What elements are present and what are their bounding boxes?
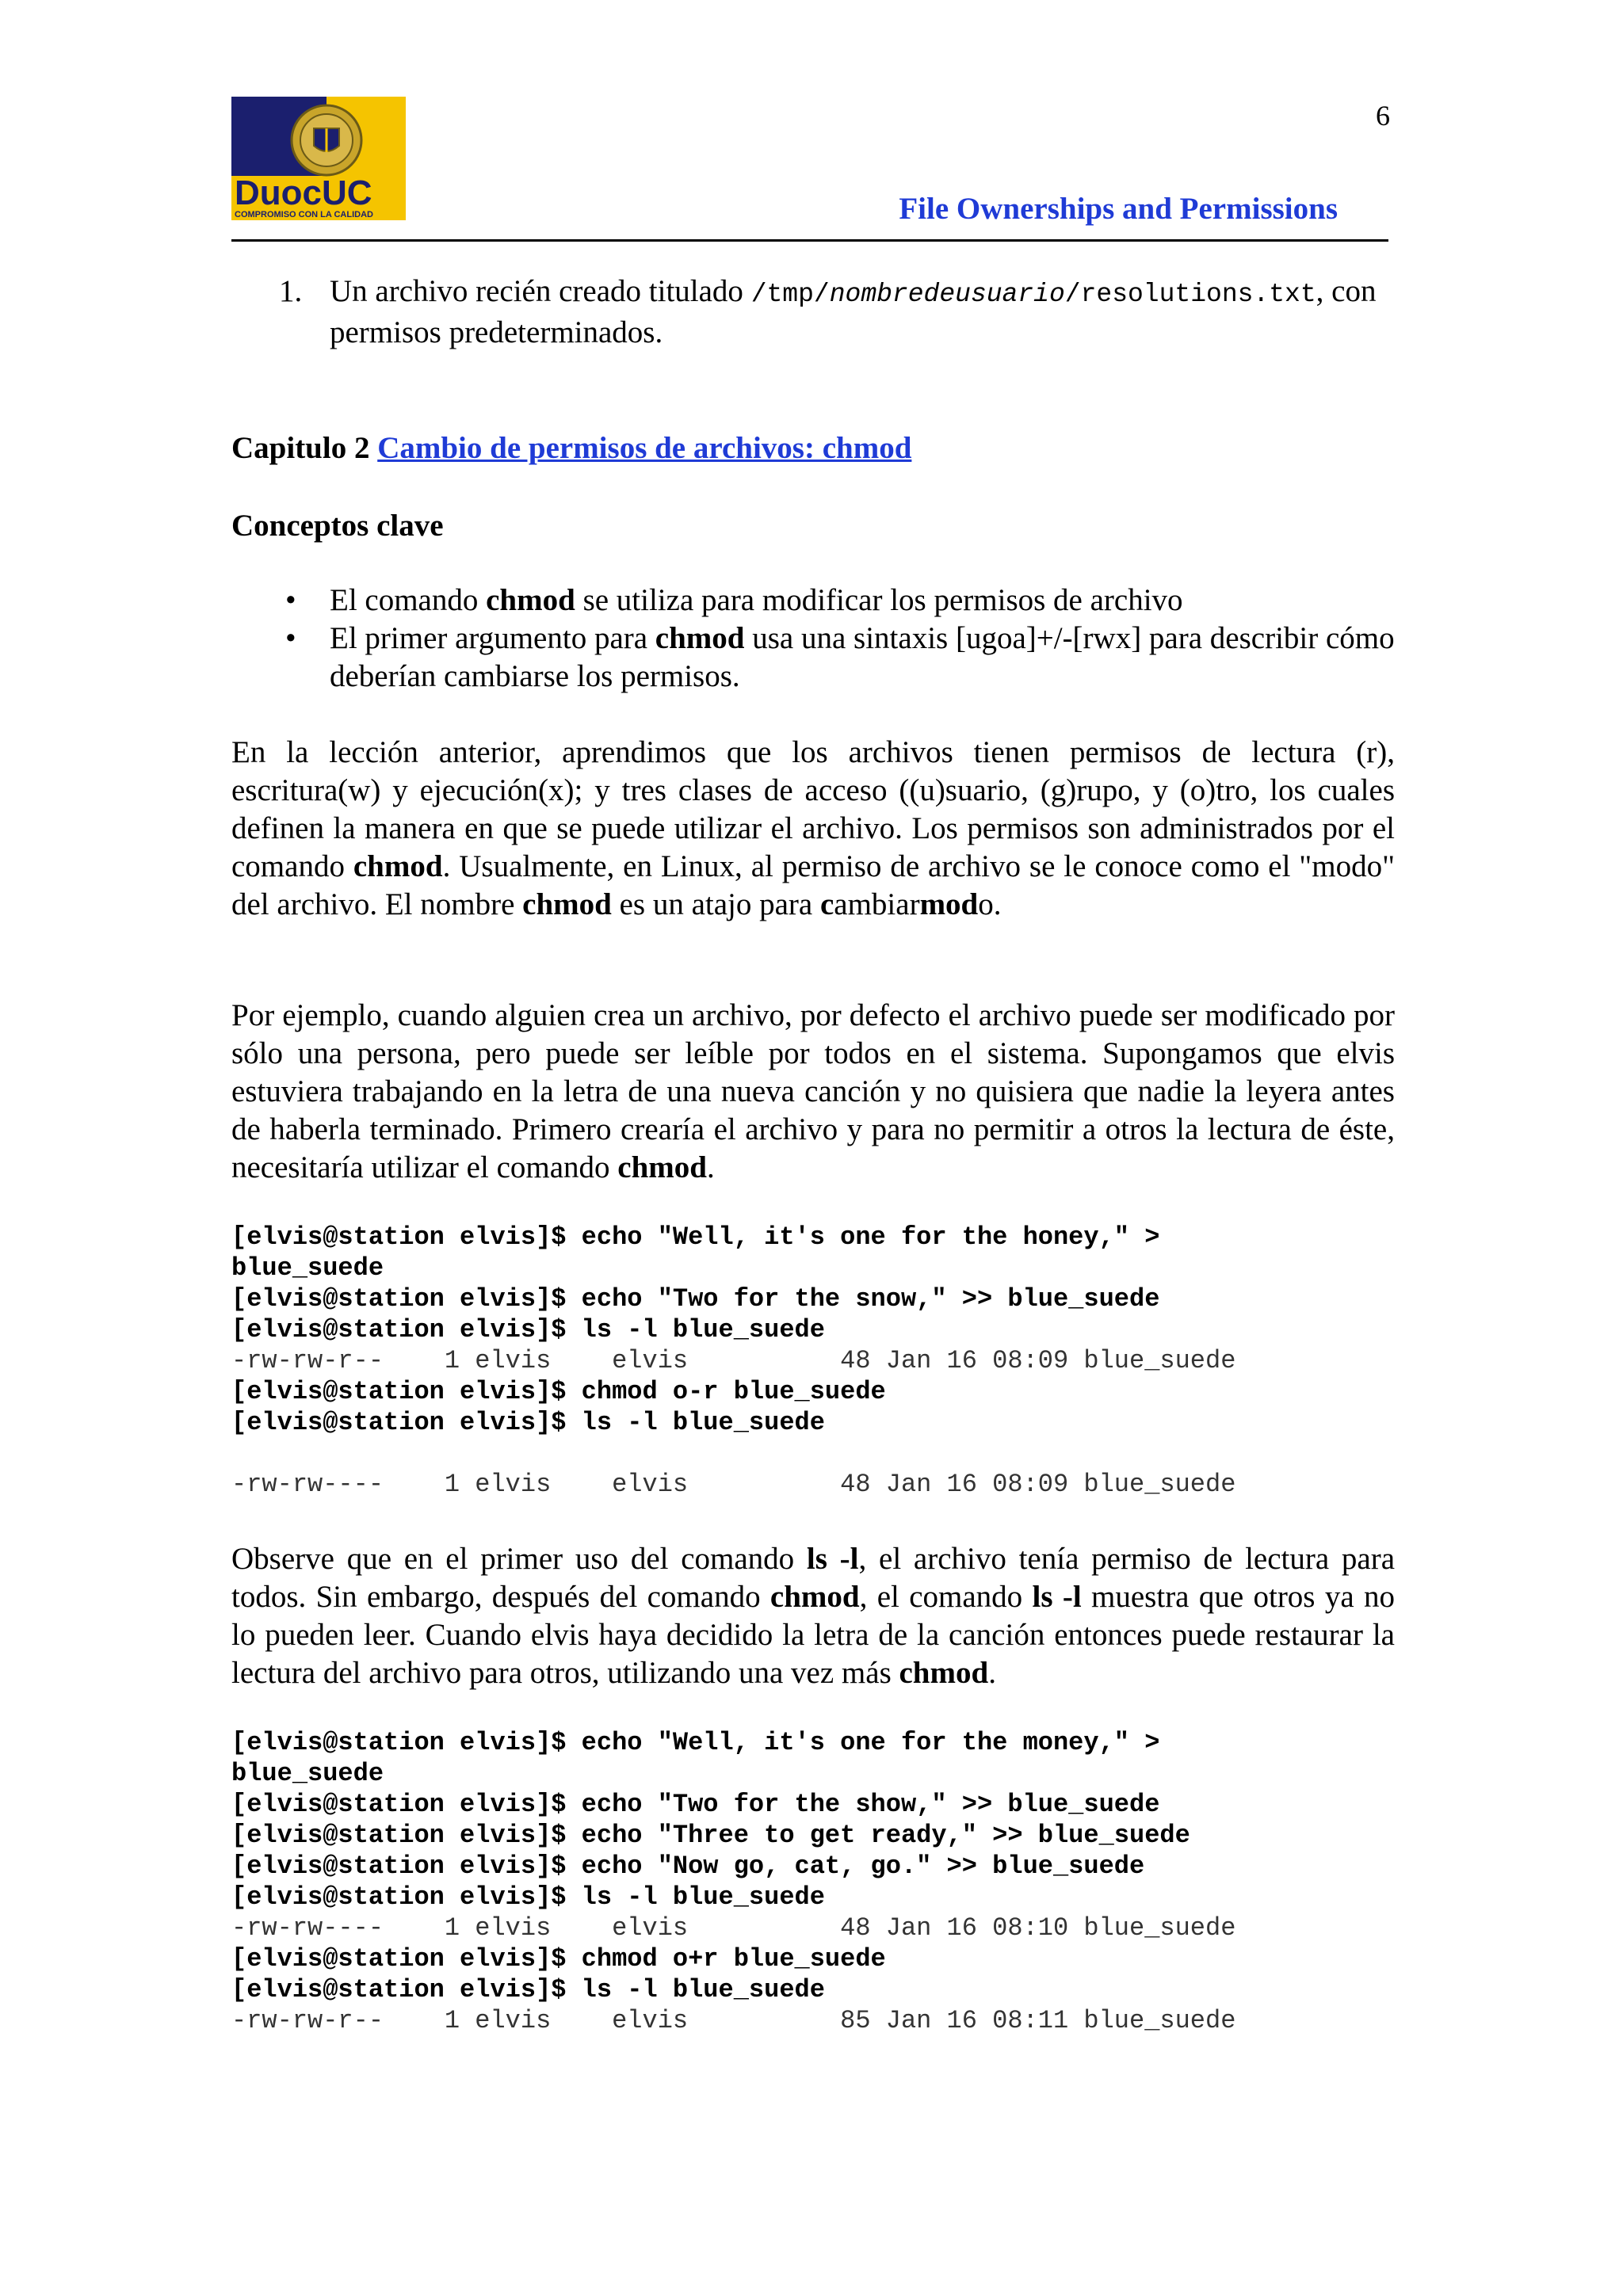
text: es un atajo para bbox=[611, 887, 820, 921]
code-output: -rw-rw-r-- 1 elvis elvis 85 Jan 16 08:11 blue_suede bbox=[231, 2006, 1236, 2035]
list-item bbox=[279, 620, 1396, 696]
paragraph bbox=[231, 734, 1395, 924]
bullet-icon: • bbox=[285, 583, 296, 617]
code-output: -rw-rw---- 1 elvis elvis 48 Jan 16 08:09 blue_suede bbox=[231, 1470, 1236, 1499]
item-text-part: , con permisos predeterminados. bbox=[330, 274, 1377, 349]
text: En la lección anterior, aprendimos que los archivos tienen permisos de lectura (r), escritura(w) y ejecución(x); y tres clases de acceso ((u)suario, (g)rupo, y (o)tro, los cuales definen la manera en que se puede utilizar el archivo. Los permisos son administrados por el comando bbox=[231, 735, 1395, 883]
code-line: [elvis@station elvis]$ echo "Two for the show," >> blue_suede bbox=[231, 1790, 1160, 1819]
code-line: [elvis@station elvis]$ echo "Three to get ready," >> blue_suede bbox=[231, 1821, 1190, 1850]
chapter-link[interactable]: Cambio de permisos de archivos: chmod bbox=[377, 431, 912, 465]
header-title: File Ownerships and Permissions bbox=[899, 192, 1338, 226]
text: o. bbox=[978, 887, 1002, 921]
code-line: [elvis@station elvis]$ ls -l blue_suede bbox=[231, 1975, 825, 2004]
list-item bbox=[279, 582, 1396, 620]
text: , el comando bbox=[859, 1580, 1033, 1614]
code-line: [elvis@station elvis]$ chmod o+r blue_suede bbox=[231, 1944, 886, 1974]
path-user: nombredeusuario bbox=[829, 280, 1065, 309]
text: Por ejemplo, cuando alguien crea un archivo, por defecto el archivo puede ser modificado por sólo una persona, pero puede ser leíble por todos en el sistema. Supongamos que elvis estuviera trabajando en la letra de una nueva canción y no quisiera que nadie la leyera antes de haberla terminado. Primero crearía el archivo y para no permitir a otros la lectura de éste, necesitaría utilizar el comando bbox=[231, 998, 1395, 1184]
paragraph bbox=[231, 997, 1395, 1187]
text: . bbox=[988, 1656, 996, 1690]
command-name: chmod bbox=[769, 1580, 860, 1614]
chapter-heading bbox=[231, 429, 1388, 467]
command-name: chmod bbox=[899, 1656, 989, 1690]
code-block bbox=[231, 1727, 1404, 2036]
text: . bbox=[706, 1150, 715, 1184]
code-output: -rw-rw-r-- 1 elvis elvis 48 Jan 16 08:09 blue_suede bbox=[231, 1346, 1236, 1375]
bullet-icon: • bbox=[285, 621, 296, 655]
item-text-part: Un archivo recién creado titulado bbox=[330, 274, 751, 308]
code-line: [elvis@station elvis]$ echo "Well, it's one for the honey," > bbox=[231, 1222, 1160, 1252]
code-line: [elvis@station elvis]$ ls -l blue_suede bbox=[231, 1408, 825, 1437]
text-bold: c bbox=[819, 887, 834, 921]
svg-text:COMPROMISO CON LA CALIDAD: COMPROMISO CON LA CALIDAD bbox=[235, 210, 373, 219]
command-name: chmod bbox=[522, 887, 612, 921]
text: El comando bbox=[330, 583, 487, 617]
text: usa una sintaxis [ugoa]+/-[rwx] para describir cómo deberían cambiarse los permisos. bbox=[330, 621, 1395, 693]
code-block bbox=[231, 1222, 1404, 1500]
page-number: 6 bbox=[1376, 100, 1390, 132]
command-name: chmod bbox=[353, 849, 443, 883]
code-line: [elvis@station elvis]$ ls -l blue_suede bbox=[231, 1315, 825, 1344]
section-title: Conceptos clave bbox=[231, 509, 444, 543]
chapter-prefix: Capitulo 2 bbox=[231, 431, 378, 465]
duocuc-logo bbox=[231, 97, 406, 220]
command-name: ls -l bbox=[1032, 1580, 1082, 1614]
item-number: 1. bbox=[279, 274, 303, 308]
text: muestra que otros ya no lo pueden leer. Cuando elvis haya decidido la letra de la canción entonces puede restaurar la lectura del archivo para otros, utilizando una vez más bbox=[231, 1580, 1395, 1690]
command-name: chmod bbox=[617, 1150, 707, 1184]
code-line: [elvis@station elvis]$ echo "Well, it's one for the money," > bbox=[231, 1728, 1160, 1757]
code-line: blue_suede bbox=[231, 1253, 384, 1283]
text: , el archivo tenía permiso de lectura para todos. Sin embargo, después del comando bbox=[231, 1542, 1396, 1614]
code-line: [elvis@station elvis]$ ls -l blue_suede bbox=[231, 1882, 825, 1912]
code-blank bbox=[231, 1438, 1404, 1469]
code-line: [elvis@station elvis]$ chmod o-r blue_suede bbox=[231, 1377, 886, 1406]
paragraph bbox=[231, 1540, 1395, 1692]
text-bold: mod bbox=[919, 887, 979, 921]
item-text bbox=[330, 273, 1395, 352]
code-line: [elvis@station elvis]$ echo "Two for the snow," >> blue_suede bbox=[231, 1284, 1160, 1314]
text: . Usualmente, en Linux, al permiso de archivo se le conoce como el "modo" del archivo. El nombre bbox=[231, 849, 1395, 921]
text: ambiar bbox=[834, 887, 920, 921]
path-prefix: /tmp/ bbox=[750, 280, 830, 309]
file-path bbox=[751, 280, 1316, 309]
svg-text:DuocUC: DuocUC bbox=[235, 174, 372, 212]
text: Observe que en el primer uso del comando bbox=[231, 1542, 807, 1576]
text: El primer argumento para bbox=[330, 621, 655, 655]
key-concepts-list bbox=[279, 582, 1396, 696]
code-line: [elvis@station elvis]$ echo "Now go, cat, go." >> blue_suede bbox=[231, 1852, 1145, 1881]
command-name: chmod bbox=[655, 621, 745, 655]
code-output: -rw-rw---- 1 elvis elvis 48 Jan 16 08:10 blue_suede bbox=[231, 1913, 1236, 1943]
code-line: blue_suede bbox=[231, 1759, 384, 1788]
path-suffix: /resolutions.txt bbox=[1064, 280, 1316, 309]
command-name: ls -l bbox=[806, 1542, 859, 1576]
command-name: chmod bbox=[486, 583, 575, 617]
header-divider bbox=[231, 239, 1388, 242]
text: se utiliza para modificar los permisos de archivo bbox=[575, 583, 1183, 617]
